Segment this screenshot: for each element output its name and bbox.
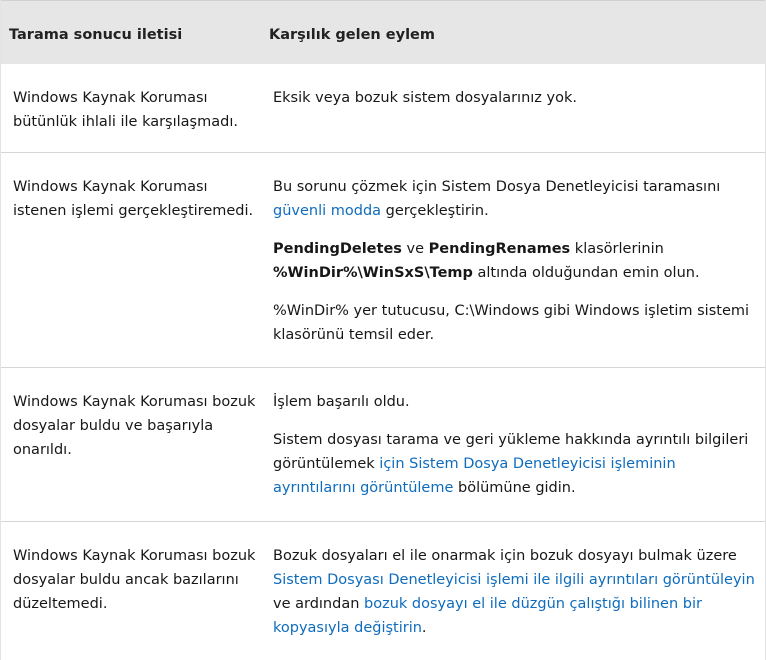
action-text: Bozuk dosyaları el ile onarmak için bozuk dosyayı bulmak üzere — [273, 548, 737, 564]
pending-deletes-label: PendingDeletes — [273, 241, 402, 257]
action-text: . — [421, 620, 427, 636]
table-header — [1, 0, 765, 64]
action-paragraph: İşlem başarılı oldu. — [273, 394, 410, 410]
action-paragraph — [273, 237, 759, 285]
table-row — [1, 368, 765, 522]
action-text: Eksik veya bozuk sistem dosyalarınız yok. — [273, 90, 577, 106]
action-paragraph — [273, 175, 759, 223]
safe-mode-link[interactable]: güvenli modda — [273, 203, 382, 219]
temp-path-label: %WinDir%\WinSxS\Temp — [273, 265, 473, 281]
header-action-column: Karşılık gelen eylem — [269, 27, 435, 43]
action-text: klasörlerinin — [570, 241, 664, 257]
action-cell — [265, 522, 765, 660]
action-text: ve — [401, 241, 429, 257]
action-cell — [265, 64, 765, 152]
pending-renames-label: PendingRenames — [428, 241, 571, 257]
action-text: bölümüne gidin. — [453, 480, 576, 496]
table-row — [1, 522, 765, 660]
action-text: Sistem dosyası tarama ve geri yükleme hakkında ayrıntılı bilgileri görüntülemek — [273, 432, 749, 472]
sfc-details-link[interactable]: için Sistem Dosya Denetleyicisi işleminin ayrıntılarını görüntüleme — [273, 456, 676, 496]
action-cell — [265, 153, 765, 367]
action-paragraph — [273, 428, 759, 500]
action-text: Bu sorunu çözmek için Sistem Dosya Denetleyicisi taramasını — [273, 179, 721, 195]
scan-message-cell: Windows Kaynak Koruması bütünlük ihlali ile karşılaşmadı. — [13, 90, 238, 130]
table-row — [1, 153, 765, 368]
action-paragraph — [273, 544, 759, 640]
scan-message-cell: Windows Kaynak Koruması bozuk dosyalar buldu ancak bazılarını düzeltemedi. — [13, 548, 256, 612]
action-text: altında olduğundan emin olun. — [472, 265, 700, 281]
action-text: ve ardından — [273, 596, 365, 612]
table-row — [1, 64, 765, 153]
header-message-column: Tarama sonucu iletisi — [9, 27, 183, 43]
action-cell — [265, 368, 765, 521]
action-paragraph: %WinDir% yer tutucusu, C:\Windows gibi Windows işletim sistemi klasörünü temsil eder. — [273, 303, 750, 343]
replace-corrupt-file-link[interactable]: bozuk dosyayı el ile düzgün çalıştığı bilinen bir kopyasıyla değiştirin — [273, 596, 702, 636]
action-text: gerçekleştirin. — [381, 203, 489, 219]
view-sfc-details-link[interactable]: Sistem Dosyası Denetleyicisi işlemi ile ilgili ayrıntıları görüntüleyin — [273, 572, 755, 588]
scan-message-cell: Windows Kaynak Koruması istenen işlemi gerçekleştiremedi. — [13, 179, 254, 219]
scan-message-cell: Windows Kaynak Koruması bozuk dosyalar buldu ve başarıyla onarıldı. — [13, 394, 256, 458]
